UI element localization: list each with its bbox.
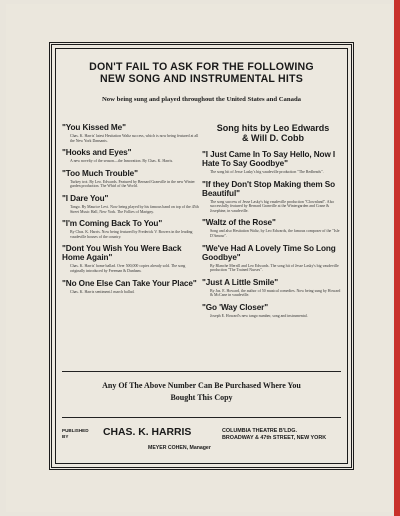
publisher-name: CHAS. K. HARRIS — [103, 427, 192, 438]
purchase-notice-line-2: Bought This Copy — [170, 393, 233, 402]
headline-line-2: NEW SONG AND INSTRUMENTAL HITS — [100, 73, 303, 85]
song-item — [62, 219, 200, 239]
address-line-1: COLUMBIA THEATRE B'LDG. — [222, 428, 297, 434]
song-description: Chas. K. Harris' home ballad. Over 500,000 copies already sold. The song originally introduced by Freeman & Dunham. — [70, 264, 186, 273]
song-item — [202, 180, 344, 214]
song-title: "I'm Coming Back To You" — [62, 219, 163, 229]
by-label: BY — [62, 433, 69, 439]
song-description: Tango. By Maurice Levi. Now being played by his famous band on top of the 45th Street Music Hall, New York. The Follies of Marigny. — [70, 204, 199, 214]
song-title: "We've Had A Lovely Time So Long Goodbye" — [202, 243, 336, 262]
manager-line: MEYER COHEN, Manager — [148, 445, 211, 451]
publisher-block — [62, 427, 352, 455]
song-description: By Blanche Merrill and Leo Edwards. The song hit of Jesse Lasky's big vaudeville production "The Trained Nurses". — [210, 263, 339, 273]
song-title: "Too Much Trouble" — [62, 168, 138, 178]
right-heading-line-2: & Will D. Cobb — [242, 133, 304, 143]
song-description: Chas. K. Harris' latest Hesitation Waltz success, which is now being featured at all the New York Dansants. — [70, 134, 199, 143]
song-title: "Waltz of the Rose" — [202, 218, 276, 228]
headline-line-1: DON'T FAIL TO ASK FOR THE FOLLOWING — [89, 61, 314, 73]
address-line-2: BROADWAY & 47th STREET, NEW YORK — [222, 435, 327, 441]
headline — [52, 61, 351, 85]
song-description: Song and also Hesitation Waltz, by Leo Edwards, the famous composer of the "Isle D'Amour". — [210, 229, 340, 238]
song-title: "If they Don't Stop Making them So Beautiful" — [202, 179, 335, 198]
song-description: By Chas. K. Harris. Now being featured by Frederick V. Bowers in the leading vaudeville houses of the country. — [70, 230, 193, 239]
subheading: Now being sung and played throughout the United States and Canada — [101, 96, 302, 103]
song-title: "I Just Came In To Say Hello, Now I Hate To Say Goodbye" — [202, 150, 336, 168]
song-item — [202, 244, 344, 273]
song-item — [62, 244, 200, 273]
song-title: "Hooks and Eyes" — [62, 148, 132, 158]
red-edge-strip — [394, 0, 400, 516]
song-title: "Just A Little Smile" — [202, 277, 279, 287]
right-song-column — [202, 123, 344, 324]
song-description: Joseph E. Howard's new tango number, song and instrumental. — [210, 313, 308, 318]
song-description: Turkey trot. By Leo. Edwards. Featured by Bernard Granville in the new Winter garden production. The Whirl of the World. — [70, 179, 195, 189]
song-description: Chas. K. Harris sentiment.l march ballad. — [70, 289, 135, 294]
song-description: A new novelty of the season—the Innovation. By Chas. K. Harris. — [70, 159, 174, 164]
published-by-label — [62, 428, 89, 439]
song-item — [202, 303, 344, 319]
left-song-column — [62, 123, 200, 299]
publisher-address — [222, 428, 326, 442]
song-description: The song success of Jesse Lasky's big vaudeville production "Clownland". Also successfully featured by Bernard Granville at the Wintergarden and Crane & Josephine, in vaudeville. — [210, 199, 335, 213]
advertisement-frame — [49, 42, 354, 470]
song-title: "You Kissed Me" — [62, 123, 126, 132]
song-title: "No One Else Can Take Your Place" — [62, 278, 197, 288]
song-item — [202, 150, 344, 175]
song-item — [202, 278, 344, 298]
song-description: The song hit of Jesse Lasky's big vaudeville production "The Redheads". — [210, 170, 324, 174]
purchase-notice — [52, 380, 351, 404]
song-title: "I Dare You" — [62, 193, 109, 203]
right-column-heading — [202, 123, 344, 143]
song-item — [62, 279, 200, 295]
song-title: "Go 'Way Closer" — [202, 302, 269, 312]
published-label: PUBLISHED — [62, 428, 89, 433]
song-item — [202, 218, 344, 238]
purchase-notice-line-1: Any Of The Above Number Can Be Purchased Where You — [102, 381, 301, 390]
song-item — [62, 148, 200, 164]
song-title: "Dont You Wish You Were Back Home Again" — [62, 244, 182, 263]
song-item — [62, 169, 200, 189]
divider-bottom — [62, 417, 341, 418]
song-item — [62, 194, 200, 214]
right-heading-line-1: Song hits by Leo Edwards — [216, 123, 330, 133]
song-item — [62, 123, 200, 143]
song-description: By Jas. E. Howard, the author of 50 musical comedies. Now being sung by Howard & McCane in vaudeville. — [210, 288, 341, 298]
divider-top — [62, 371, 341, 372]
